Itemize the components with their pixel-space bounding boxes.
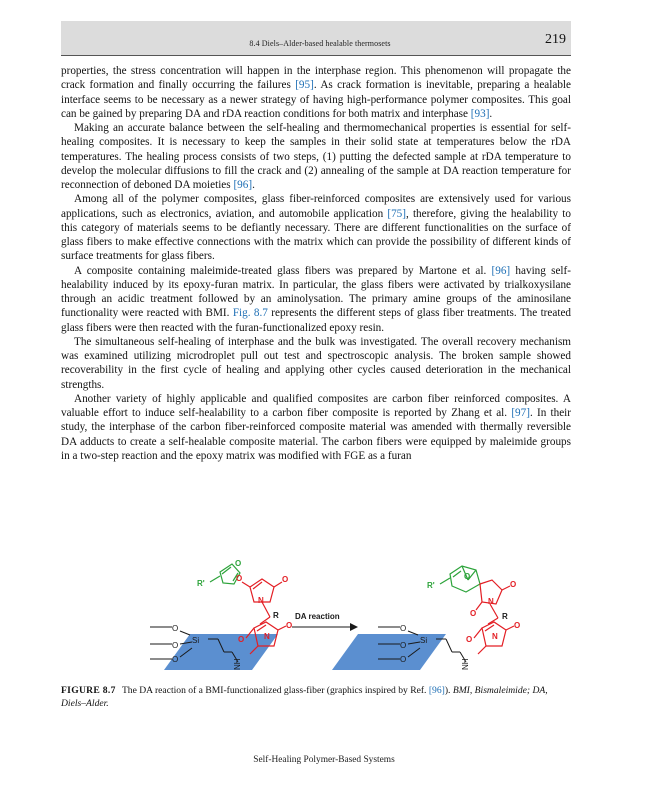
nh-label: NH: [233, 658, 242, 670]
oxygen-label: O: [172, 624, 179, 633]
citation-link[interactable]: [75]: [387, 207, 406, 220]
carbonyl-oxygen-label: O: [236, 574, 243, 583]
oxygen-label: O: [400, 641, 407, 650]
citation-link[interactable]: [97]: [511, 407, 530, 419]
glass-fiber-right: [332, 634, 446, 670]
paragraph-text: . As crack formation is inevitable, preparing a healable interface seems to be necessary as a newer strategy of having high-performance polymer composites. This goal can be gained by preparing DA and rDA reaction conditions for both matrix and interphase: [61, 79, 571, 120]
carbonyl-oxygen-label: O: [286, 621, 293, 630]
imide-nitrogen-label: N: [488, 597, 494, 606]
paragraph-text: properties, the stress concentration will happen in the interphase region. This phenomenon will propagate the crack formation and finally occurring the failures: [61, 65, 571, 92]
carbonyl-oxygen-label: O: [514, 621, 521, 630]
oxygen-label: O: [172, 641, 179, 650]
paragraph-text: . In their study, the interphase of the carbon fiber-reinforced composite material was amended with thermally reversible DA adducts to create a self-healable composite material. The carbon fibers were equipped by maleimide groups in a two-step reaction and the epoxy matrix was modified with FGE as a furan: [61, 407, 572, 462]
silicon-label: Si: [420, 636, 428, 645]
paragraph-text: .: [489, 107, 493, 120]
reaction-label: DA reaction: [295, 612, 340, 621]
paragraph-text: represents the different steps of glass fiber treatments. The treated glass fibers were then reacted with the furan-functionalized epoxy resin.: [61, 307, 571, 334]
carbonyl-oxygen-label: O: [470, 609, 477, 618]
header-rule: [61, 55, 571, 56]
page-number: 219: [545, 32, 566, 47]
furan-oxygen-label: O: [235, 559, 242, 568]
paragraph: [61, 335, 571, 392]
header-bar: [61, 21, 571, 55]
paragraph-text: A composite containing maleimide-treated glass fibers was prepared by Martone et al.: [74, 264, 492, 277]
imide-nitrogen-label: N: [492, 632, 498, 641]
bismaleimide-right: [474, 580, 517, 654]
paragraph: [61, 264, 571, 335]
citation-link[interactable]: [96]: [233, 179, 253, 191]
citation-link[interactable]: [96]: [491, 264, 511, 277]
paragraph-text: having self-healability induced by its epoxy-furan matrix. In particular, the glass fibers were activated by trialkoxysilane through an acidic treatment followed by an aminolysation. The primary amine groups of the aminosilane functionality were reacted with BMI.: [61, 264, 571, 320]
oxygen-label: O: [172, 655, 179, 664]
paragraph-text: , therefore, giving the healability to this category of materials seems to be defiantly necessary. There are different functionalities on the surface of glass fibers to make effective connections with the matrix which can provide the possibility of different kinds of surface treatments for glass fibers.: [61, 207, 571, 263]
carbonyl-oxygen-label: O: [510, 580, 517, 589]
paragraph: [61, 192, 571, 263]
caption-text-end: ).: [444, 685, 451, 696]
paragraph: [61, 392, 571, 463]
r-prime-label: R': [197, 579, 205, 588]
paragraph: [61, 121, 571, 192]
citation-link[interactable]: [95]: [295, 79, 314, 92]
carbonyl-oxygen-label: O: [466, 635, 473, 644]
oxygen-label: O: [400, 655, 407, 664]
citation-link[interactable]: [93]: [470, 107, 490, 120]
da-reaction-scheme: [150, 552, 550, 682]
r-label: R: [273, 611, 279, 620]
bridge-oxygen-label: O: [464, 572, 471, 581]
figure-8-7: [150, 552, 550, 682]
imide-nitrogen-label: N: [258, 596, 264, 605]
paragraph-text: Making an accurate balance between the self-healing and thermomechanical properties is essential for self-healing composites. It is necessary to keep the samples in their solid state at temperatures below the rDA temperatures. The healing process consists of two steps, (1) putting the defected sample at rDA temperature to develop the molecular diffusions to fill the crack and (2) annealing of the sample at DA reaction temperature for reconnection of deboned DA moieties: [61, 122, 571, 191]
carbonyl-oxygen-label: O: [282, 575, 289, 584]
r-label: R: [502, 612, 508, 621]
imide-nitrogen-label: N: [264, 632, 270, 641]
nh-label: NH: [461, 658, 470, 670]
citation-link[interactable]: Fig. 8.7: [232, 307, 268, 320]
glass-fiber-left: [164, 634, 278, 670]
footer-book-title: Self-Healing Polymer-Based Systems: [253, 755, 395, 765]
oxygen-label: O: [400, 624, 407, 633]
paragraph-text: .: [252, 179, 255, 191]
paragraph-text: Another variety of highly applicable and qualified composites are carbon fiber reinforced composites. A valuable effort to induce self-healability to a carbon fiber composite is reported by Zhang et al.: [61, 392, 571, 419]
da-adduct-bicycle: [440, 566, 480, 592]
caption-ref-link[interactable]: [96]: [428, 685, 445, 696]
paragraph-text: The simultaneous self-healing of interphase and the bulk was investigated. The overall recovery mechanism was examined utilizing microdroplet pull out test and spectroscopic analysis. The broken sample showed recoverability in the first cycle of healing and applying other cycles caused deterioration in the mechanical strengths.: [61, 335, 571, 391]
caption-abbreviations: BMI, Bismaleimide; DA, Diels–Alder.: [61, 685, 548, 709]
caption-text: The DA reaction of a BMI-functionalized glass-fiber (graphics inspired by Ref.: [121, 685, 429, 696]
caption-label: FIGURE 8.7: [61, 685, 116, 696]
figure-caption: [61, 684, 571, 710]
paragraph-text: Among all of the polymer composites, glass fiber-reinforced composites are extensively used for various applications, such as electronics, aviation, and automobile application: [61, 193, 571, 220]
carbonyl-oxygen-label: O: [238, 635, 245, 644]
r-prime-label: R': [427, 581, 435, 590]
reaction-arrow-head: [350, 623, 358, 631]
paragraph: [61, 64, 571, 121]
silicon-label: Si: [192, 636, 200, 645]
running-head: 8.4 Diels–Alder-based healable thermosets: [249, 39, 391, 48]
body-text: [61, 64, 571, 463]
